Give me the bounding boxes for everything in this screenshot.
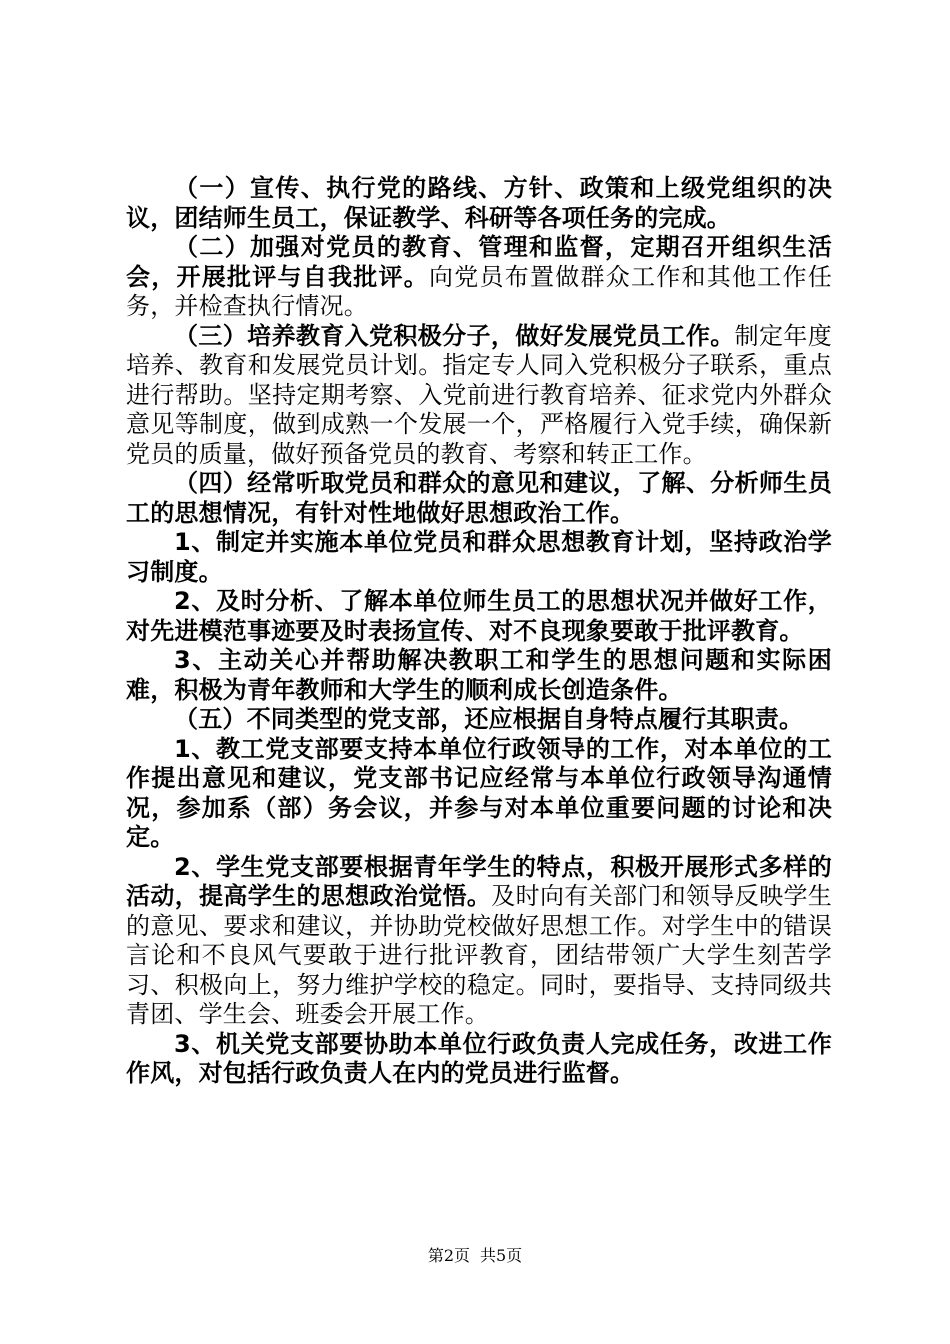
- paragraph-7-bold: 3、主动关心并帮助解决教职工和学生的思想问题和实际困难，积极为青年教师和大学生的顺利成长创造条件。: [126, 646, 832, 704]
- paragraph-6-bold: 2、及时分析、了解本单位师生员工的思想状况并做好工作，对先进模范事迹要及时表扬宣传、对不良现象要敢于批评教育。: [126, 587, 832, 645]
- page-footer: [0, 1243, 950, 1266]
- paragraph-8-bold: （五）不同类型的党支部，还应根据自身特点履行其职责。: [174, 705, 804, 733]
- paragraph-5: [126, 528, 832, 587]
- paragraph-4: [126, 469, 832, 528]
- paragraph-9-bold: 1、教工党支部要支持本单位行政领导的工作，对本单位的工作提出意见和建议，党支部书记应经常与本单位行政领导沟通情况，参加系（部）务会议，并参与对本单位重要问题的讨论和决定。: [126, 734, 832, 851]
- paragraph-8: [126, 705, 832, 735]
- paragraph-9: [126, 735, 832, 853]
- page-total: 共5页: [480, 1246, 523, 1265]
- paragraph-7: [126, 646, 832, 705]
- paragraph-3-normal: 制定年度培养、教育和发展党员计划。指定专人同入党积极分子联系，重点进行帮助。坚持定期考察、入党前进行教育培养、征求党内外群众意见等制度，做到成熟一个发展一个，严格履行入党手续，确保新党员的质量，做好预备党员的教育、考察和转正工作。: [126, 321, 832, 468]
- paragraph-2-normal: 向党员布置做群众工作和其他工作任务，并检查执行情况。: [126, 262, 833, 320]
- document-body: [126, 174, 832, 1089]
- paragraph-4-bold: （四）经常听取党员和群众的意见和建议，了解、分析师生员工的思想情况，有针对性地做好思想政治工作。: [126, 469, 832, 527]
- paragraph-11: [126, 1030, 832, 1089]
- page-number: 第2页: [427, 1246, 470, 1265]
- paragraph-10: [126, 853, 832, 1030]
- paragraph-3-bold: （三）培养教育入党积极分子，做好发展党员工作。: [174, 321, 735, 350]
- paragraph-11-bold: 3、机关党支部要协助本单位行政负责人完成任务，改进工作作风，对包括行政负责人在内的党员进行监督。: [126, 1029, 832, 1087]
- paragraph-1: [126, 174, 832, 233]
- paragraph-5-bold: 1、制定并实施本单位党员和群众思想教育计划，坚持政治学习制度。: [126, 528, 832, 586]
- paragraph-2: [126, 233, 832, 322]
- paragraph-6: [126, 587, 832, 646]
- paragraph-3: [126, 322, 832, 470]
- paragraph-1-bold: （一）宣传、执行党的路线、方针、政策和上级党组织的决议，团结师生员工，保证教学、科研等各项任务的完成。: [126, 174, 832, 232]
- paragraph-2-bold: （二）加强对党员的教育、管理和监督，定期召开组织生活会，开展批评与自我批评。: [126, 233, 832, 291]
- paragraph-10-normal: 及时向有关部门和领导反映学生的意见、要求和建议，并协助党校做好思想工作。对学生中的错误言论和不良风气要敢于进行批评教育，团结带领广大学生刻苦学习、积极向上，努力维护学校的稳定。同时，要指导、支持同级共青团、学生会、班委会开展工作。: [126, 882, 832, 1028]
- paragraph-10-bold: 2、学生党支部要根据青年学生的特点，积极开展形式多样的活动，提高学生的思想政治觉悟。: [126, 852, 832, 910]
